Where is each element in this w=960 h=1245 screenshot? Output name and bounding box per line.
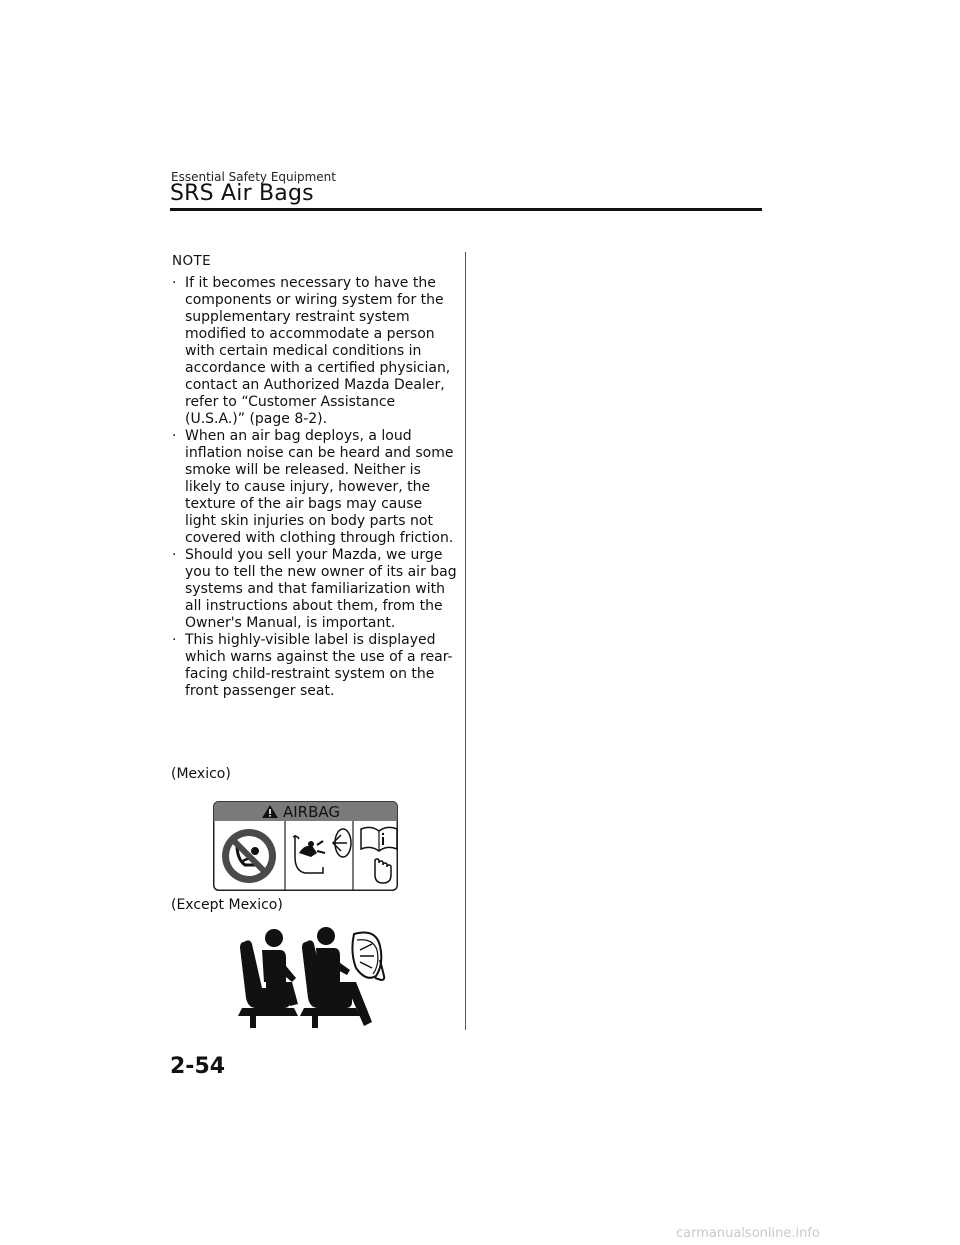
rear-seat-occupant-icon bbox=[238, 929, 298, 1028]
note-item bbox=[172, 428, 457, 547]
page-number: 2-54 bbox=[170, 1054, 226, 1079]
airbag-banner-text: AIRBAG bbox=[283, 803, 341, 821]
section-label: Essential Safety Equipment bbox=[171, 170, 336, 184]
note-item bbox=[172, 275, 457, 428]
note-item-text: If it becomes necessary to have the components or wiring system for the supplementary restraint system modified to accommodate a person with certain medical conditions in accordance with a certified physician, contact an Authorized Mazda Dealer, refer to “Customer Assistance (U.S.A.)” (page 8-2). bbox=[185, 275, 451, 427]
column-divider bbox=[465, 252, 466, 1030]
note-item bbox=[172, 547, 457, 632]
note-item-text: When an air bag deploys, a loud inflation noise can be heard and some smoke will be released. Neither is likely to cause injury, however, the texture of the air bags may cause light skin injuries on body parts not covered with clothing through friction. bbox=[185, 428, 454, 546]
note-list bbox=[172, 275, 457, 700]
passenger-airbag-pictogram bbox=[236, 926, 386, 1031]
airbag-warning-label bbox=[213, 801, 398, 891]
note-heading: NOTE bbox=[172, 253, 212, 269]
page-title: SRS Air Bags bbox=[170, 181, 314, 206]
bullet-glyph: · bbox=[172, 632, 177, 648]
note-item bbox=[172, 632, 457, 700]
watermark: carmanualsonline.info bbox=[676, 1226, 820, 1241]
no-rear-facing-child-seat-icon bbox=[222, 829, 276, 883]
deployed-airbag-icon bbox=[352, 933, 384, 981]
bullet-glyph: · bbox=[172, 428, 177, 444]
caption-mexico: (Mexico) bbox=[171, 766, 231, 782]
note-item-text: This highly-visible label is displayed which warns against the use of a rear-facing child-restraint system on the front passenger seat. bbox=[185, 632, 453, 699]
caption-except-mexico: (Except Mexico) bbox=[171, 897, 283, 913]
bullet-glyph: · bbox=[172, 275, 177, 291]
bullet-glyph: · bbox=[172, 547, 177, 563]
note-item-text: Should you sell your Mazda, we urge you to tell the new owner of its air bag systems and that familiarization with all instructions about them, from the Owner's Manual, is important. bbox=[185, 547, 457, 631]
header-rule bbox=[170, 208, 762, 211]
